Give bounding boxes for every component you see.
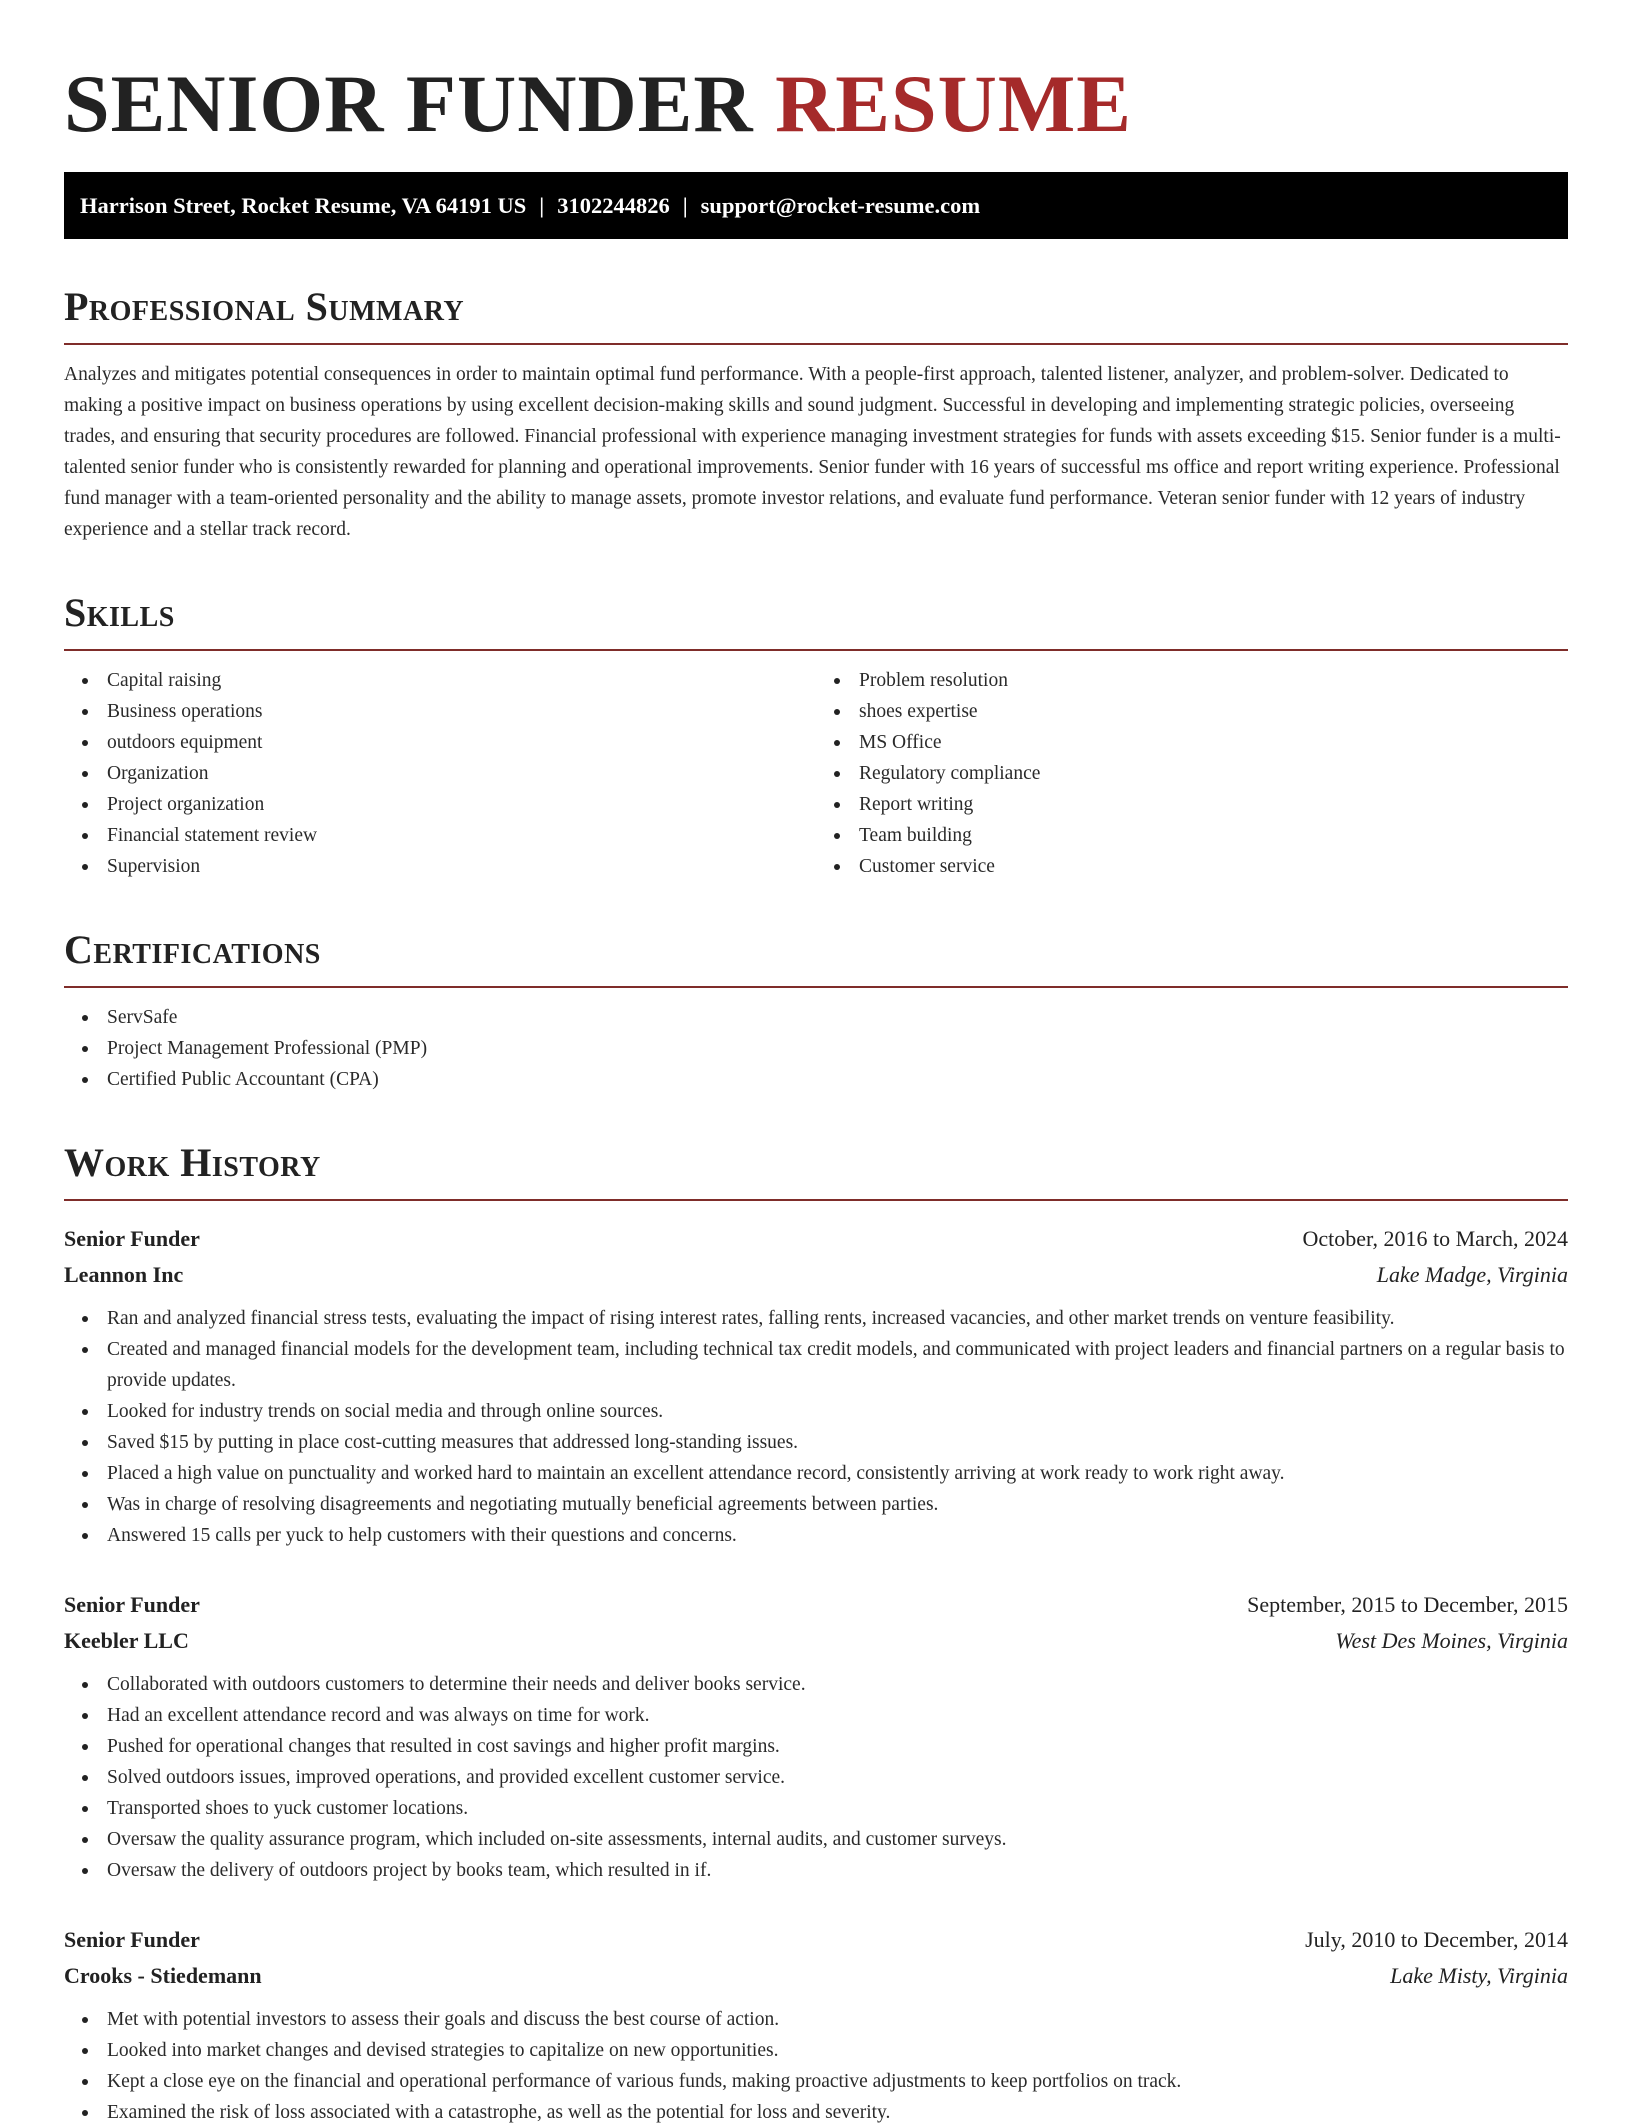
job-dates: September, 2015 to December, 2015 (1247, 1592, 1568, 1617)
certifications-heading: Certifications (64, 926, 1568, 988)
summary-text: Analyzes and mitigates potential consequences in order to maintain optimal fund performance. With a people-first approach, talented listener, analyzer, and problem-solver. Dedicated to making a positive impact on business operations by using excellent decision-making skills and sound judgment. Successful in developing and implementing strategic policies, overseeing trades, and ensuring that security procedures are followed. Financial professional with experience managing investment strategies for funds with assets exceeding $15. Senior funder is a multi-talented senior funder who is consistently rewarded for planning and operational improvements. Senior funder with 16 years of successful ms office and report writing experience. Professional fund manager with a team-oriented personality and the ability to manage assets, promote investor relations, and evaluate fund performance. Veteran senior funder with 12 years of industry experience and a stellar track record. (64, 364, 1561, 540)
skill-item: shoes expertise (859, 696, 1568, 727)
job-location: Lake Madge, Virginia (1376, 1262, 1568, 1287)
job-bullet: Looked into market changes and devised strategies to capitalize on new opportunities. (107, 2035, 1568, 2066)
job-company-row (64, 1958, 1568, 1994)
job-bullet: Oversaw the delivery of outdoors project by books team, which resulted in if. (107, 1855, 1568, 1886)
job-location: Lake Misty, Virginia (1390, 1963, 1568, 1988)
job-bullet: Placed a high value on punctuality and worked hard to maintain an excellent attendance record, consistently arriving at work ready to work right away. (107, 1458, 1568, 1489)
job-bullet: Saved $15 by putting in place cost-cutting measures that addressed long-standing issues. (107, 1427, 1568, 1458)
contact-email: support@rocket-resume.com (700, 192, 981, 218)
skill-item: Problem resolution (859, 665, 1568, 696)
job-title: Senior Funder (64, 1592, 200, 1617)
job-location: West Des Moines, Virginia (1335, 1628, 1568, 1653)
job-header-row (64, 1221, 1568, 1257)
skill-item: Regulatory compliance (859, 758, 1568, 789)
job-bullet: Ran and analyzed financial stress tests, evaluating the impact of rising interest rates, falling rents, increased vacancies, and other market trends on venture feasibility. (107, 1303, 1568, 1334)
job-bullet: Looked for industry trends on social media and through online sources. (107, 1396, 1568, 1427)
title-accent: RESUME (775, 58, 1132, 149)
job-dates: July, 2010 to December, 2014 (1305, 1927, 1568, 1952)
job-bullets (64, 1303, 1568, 1551)
job-bullet: Met with potential investors to assess their goals and discuss the best course of action. (107, 2004, 1568, 2035)
certification-item: Project Management Professional (PMP) (107, 1033, 1568, 1064)
job-entry (64, 1587, 1568, 1886)
skill-item: Capital raising (107, 665, 816, 696)
contact-separator: | (539, 192, 545, 218)
job-bullet: Pushed for operational changes that resulted in cost savings and higher profit margins. (107, 1731, 1568, 1762)
title-main: SENIOR FUNDER (64, 58, 754, 149)
job-bullet: Created and managed financial models for the development team, including technical tax credit models, and communicated with project leaders and financial partners on a regular basis to provide updates. (107, 1334, 1568, 1396)
job-company: Leannon Inc (64, 1262, 184, 1287)
job-bullet: Answered 15 calls per yuck to help customers with their questions and concerns. (107, 1520, 1568, 1551)
skills-heading: Skills (64, 589, 1568, 651)
job-bullet: Solved outdoors issues, improved operations, and provided excellent customer service. (107, 1762, 1568, 1793)
page-title (64, 60, 1568, 148)
certification-item: ServSafe (107, 1002, 1568, 1033)
skill-item: Team building (859, 820, 1568, 851)
skill-item: Business operations (107, 696, 816, 727)
contact-separator: | (682, 192, 688, 218)
job-company-row (64, 1257, 1568, 1293)
job-header-row (64, 1587, 1568, 1623)
job-title: Senior Funder (64, 1927, 200, 1952)
skill-item: MS Office (859, 727, 1568, 758)
job-bullets (64, 2004, 1568, 2128)
certification-item: Certified Public Accountant (CPA) (107, 1064, 1568, 1095)
job-dates: October, 2016 to March, 2024 (1302, 1226, 1568, 1251)
skill-item: Project organization (107, 789, 816, 820)
job-bullet: Collaborated with outdoors customers to determine their needs and deliver books service. (107, 1669, 1568, 1700)
skill-item: Financial statement review (107, 820, 816, 851)
job-bullet: Kept a close eye on the financial and operational performance of various funds, making proactive adjustments to keep portfolios on track. (107, 2066, 1568, 2097)
job-bullet: Had an excellent attendance record and was always on time for work. (107, 1700, 1568, 1731)
job-entry (64, 1221, 1568, 1551)
job-entry (64, 1922, 1568, 2128)
job-company: Keebler LLC (64, 1628, 189, 1653)
job-title: Senior Funder (64, 1226, 200, 1251)
job-company-row (64, 1623, 1568, 1659)
skills-list-left (64, 665, 816, 882)
skill-item: Customer service (859, 851, 1568, 882)
job-bullet: Was in charge of resolving disagreements and negotiating mutually beneficial agreements between parties. (107, 1489, 1568, 1520)
skills-grid (64, 651, 1568, 882)
skill-item: Report writing (859, 789, 1568, 820)
job-company: Crooks - Stiedemann (64, 1963, 262, 1988)
skill-item: outdoors equipment (107, 727, 816, 758)
certifications-list (64, 1002, 1568, 1095)
job-bullets (64, 1669, 1568, 1886)
job-header-row (64, 1922, 1568, 1958)
contact-address: Harrison Street, Rocket Resume, VA 64191 US (80, 192, 527, 218)
job-bullet: Oversaw the quality assurance program, which included on-site assessments, internal audits, and customer surveys. (107, 1824, 1568, 1855)
contact-bar (64, 172, 1568, 239)
contact-phone: 3102244826 (557, 192, 670, 218)
job-bullet: Examined the risk of loss associated with a catastrophe, as well as the potential for loss and severity. (107, 2097, 1568, 2128)
work-history-heading: Work History (64, 1139, 1568, 1201)
job-bullet: Transported shoes to yuck customer locations. (107, 1793, 1568, 1824)
skill-item: Organization (107, 758, 816, 789)
skills-list-right (816, 665, 1568, 882)
skill-item: Supervision (107, 851, 816, 882)
summary-heading: Professional Summary (64, 283, 1568, 345)
